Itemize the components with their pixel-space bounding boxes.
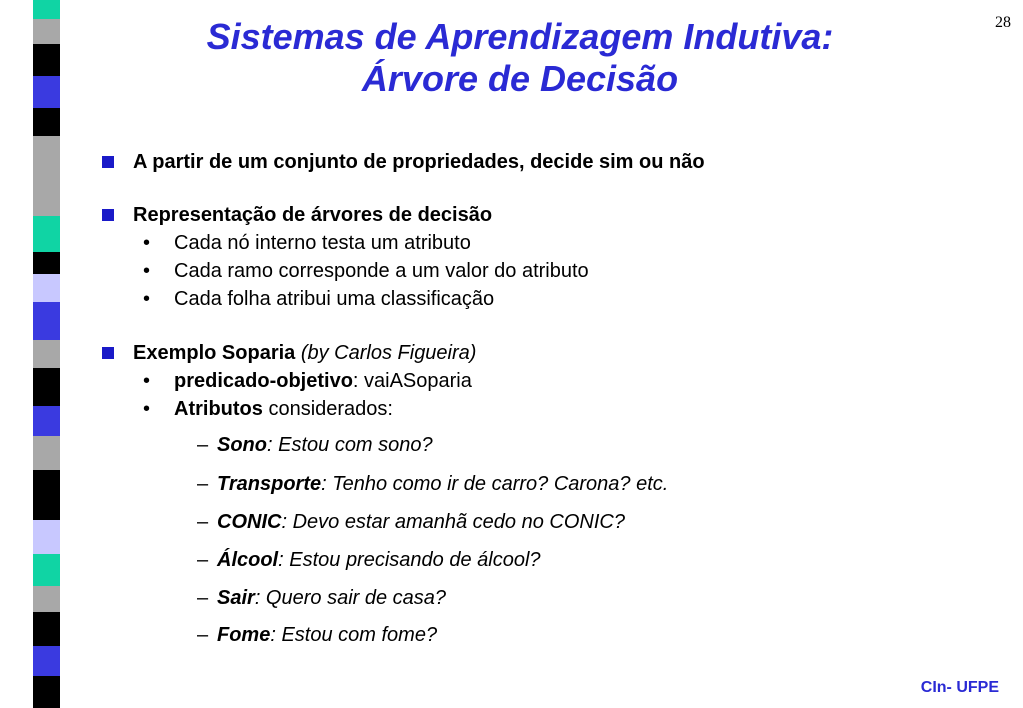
square-bullet-icon: [102, 347, 114, 359]
attribute-desc: : Estou precisando de álcool?: [278, 549, 541, 571]
attribute-desc: : Estou com sono?: [267, 434, 433, 456]
dot-bullet-icon: •: [143, 398, 151, 420]
bullet-2-text: Representação de árvores de decisão: [133, 204, 493, 226]
bullet-3-text: [133, 341, 476, 365]
footer-label: CIn- UFPE: [920, 679, 999, 696]
sub-bullet-text: Cada folha atribui uma classificação: [174, 288, 495, 310]
page-number: 28: [995, 14, 1011, 31]
attribute-desc: : Devo estar amanhã cedo no CONIC?: [281, 511, 625, 533]
bullet-1-text: A partir de um conjunto de propriedades, decide sim ou não: [133, 151, 705, 173]
dash-bullet-icon: –: [197, 511, 209, 533]
bullet-3-bold: Exemplo Soparia: [133, 342, 296, 364]
strip-left-column: [0, 0, 10, 708]
sub-bullet-text: Cada nó interno testa um atributo: [174, 232, 471, 254]
attributes-rest: considerados:: [262, 398, 393, 420]
attribute-desc: : Quero sair de casa?: [254, 587, 447, 609]
square-bullet-icon: [102, 209, 114, 221]
dash-bullet-icon: –: [197, 624, 209, 646]
dot-bullet-icon: •: [143, 232, 151, 254]
attribute-name: Álcool: [217, 549, 279, 571]
attribute-name: Fome: [217, 624, 271, 646]
dash-bullet-icon: –: [197, 549, 209, 571]
sub-bullet-text: Cada ramo corresponde a um valor do atributo: [174, 260, 589, 282]
dot-bullet-icon: •: [143, 260, 151, 282]
predicate-label: predicado-objetivo: [174, 370, 353, 392]
attribute-name: Sono: [217, 434, 267, 456]
attribute-name: Sair: [217, 587, 255, 609]
sub-bullet-text: [174, 369, 472, 393]
attribute-desc: : Estou com fome?: [270, 624, 438, 646]
title-line-1: Sistemas de Aprendizagem Indutiva:: [206, 16, 834, 57]
attribute-desc: : Tenho como ir de carro? Carona? etc.: [321, 473, 669, 495]
strip-blocks: [33, 0, 60, 708]
dash-bullet-icon: –: [197, 587, 209, 609]
slide-title: [80, 16, 960, 100]
bullet-3-credit: (by Carlos Figueira): [295, 342, 477, 364]
sub-bullet-text: [174, 397, 393, 421]
attribute-name: Transporte: [217, 473, 322, 495]
title-line-2: Árvore de Decisão: [361, 58, 679, 99]
dash-bullet-icon: –: [197, 473, 209, 495]
dot-bullet-icon: •: [143, 370, 151, 392]
attribute-name: CONIC: [217, 511, 282, 533]
dot-bullet-icon: •: [143, 288, 151, 310]
dash-bullet-icon: –: [197, 434, 209, 456]
square-bullet-icon: [102, 156, 114, 168]
attributes-label: Atributos: [174, 398, 263, 420]
decorative-color-strip: [0, 0, 70, 708]
predicate-value: : vaiASoparia: [352, 370, 472, 392]
